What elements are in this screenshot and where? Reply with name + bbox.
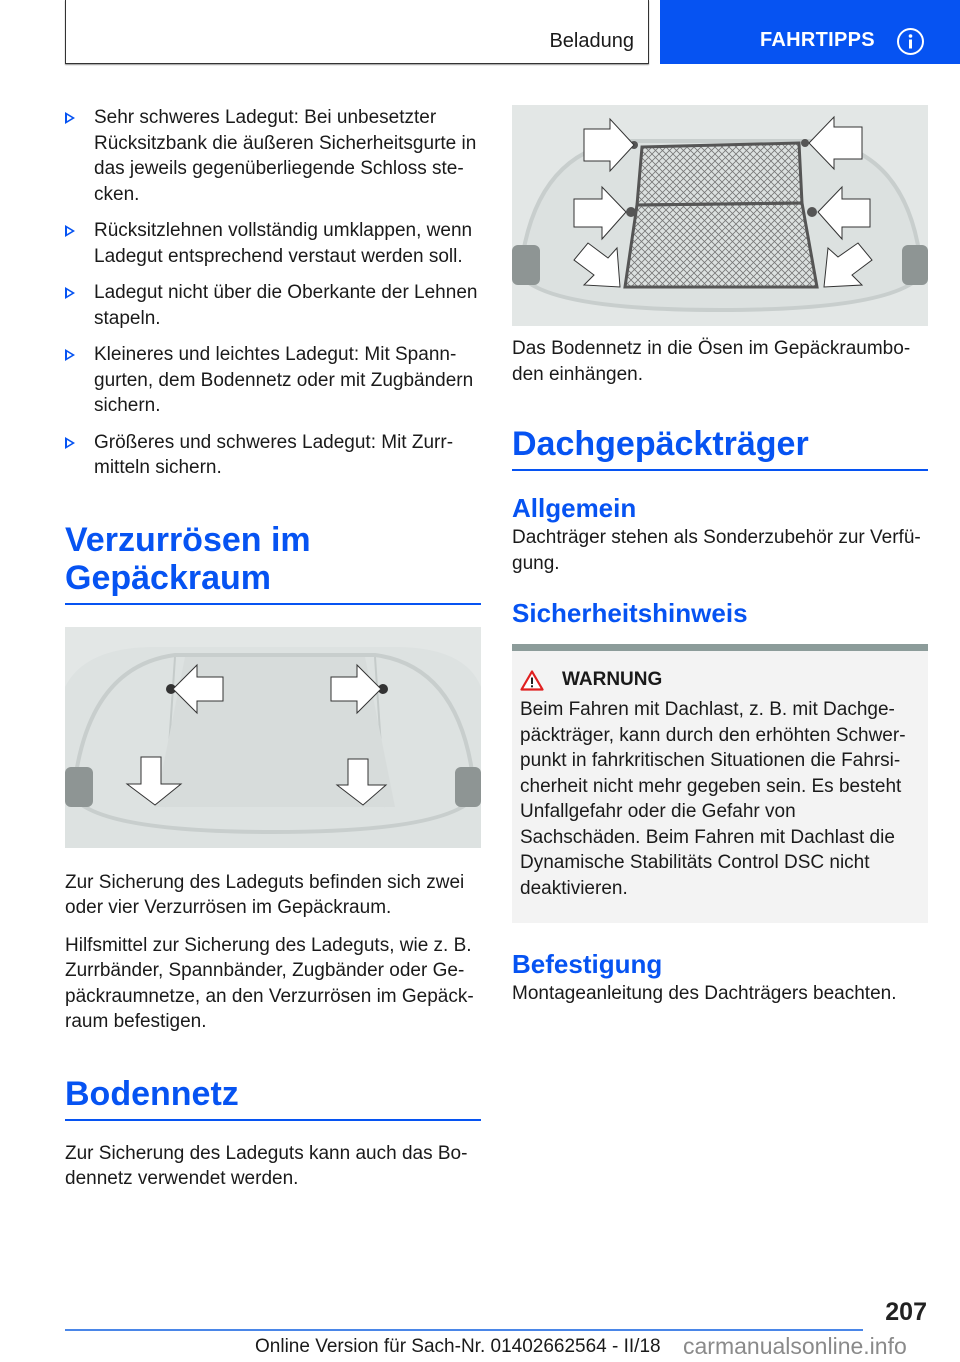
right-column <box>512 105 928 1007</box>
heading-befestigung: Befestigung <box>512 949 663 979</box>
list-item: Rücksitzlehnen vollständig umklappen, wenn Ladegut entsprechend verstaut werden soll. <box>65 218 481 269</box>
warning-box <box>512 651 928 923</box>
left-column <box>65 105 481 1192</box>
footer-divider <box>65 1329 863 1331</box>
paragraph: Montageanleitung des Dachträgers beachten. <box>512 983 897 1004</box>
warning-title: WARNUNG <box>520 669 920 691</box>
heading-sicherheitshinweis: Sicherheitshinweis <box>512 598 748 628</box>
triangle-bullet-icon <box>65 112 75 124</box>
paragraph: Hilfsmittel zur Sicherung des Ladeguts, wie z. B. Zurrbänder, Spannbänder, Zugbänder oder Gepäckraumnetze, an den Verzurrösen im Gepäckraum befestigen. <box>65 934 474 1032</box>
trunk-lashing-eyes-image <box>65 627 481 848</box>
paragraph: Dachträger stehen als Sonderzubehör zur Verfügung. <box>512 527 921 574</box>
heading-allgemein: Allgemein <box>512 493 637 523</box>
heading-dachgepacktraeger: Dachgepäckträger <box>512 425 928 471</box>
heading-bodennetz: Bodennetz <box>65 1075 481 1121</box>
triangle-bullet-icon <box>65 349 75 361</box>
paragraph: Zur Sicherung des Ladeguts kann auch das Bodennetz verwendet werden. <box>65 1142 468 1189</box>
list-item: Sehr schweres Ladegut: Bei unbesetzter Rücksitzbank die äußeren Sicherheitsgurte in das jeweils gegenüberliegende Schloss stecken. <box>65 105 481 207</box>
heading-verzurroesen: Verzurrösen im Gepäckraum <box>65 521 481 605</box>
floor-net-image <box>512 105 928 326</box>
chapter-title: FAHRTIPPS <box>760 29 875 51</box>
triangle-bullet-icon <box>65 225 75 237</box>
triangle-bullet-icon <box>65 287 75 299</box>
header-section-box <box>65 0 649 64</box>
warning-triangle-icon <box>520 670 544 691</box>
section-title: Beladung <box>549 30 634 52</box>
header-chapter-box <box>660 0 960 64</box>
image-caption: Das Bodennetz in die Ösen im Gepäckraumboden einhängen. <box>512 338 911 385</box>
list-item: Größeres und schweres Ladegut: Mit Zurrmitteln sichern. <box>65 430 481 481</box>
footer-version-text: Online Version für Sach-Nr. 01402662564 - II/18 <box>255 1336 661 1357</box>
warning-divider <box>512 644 928 651</box>
page-number: 207 <box>885 1298 927 1326</box>
paragraph: Zur Sicherung des Ladeguts befinden sich zwei oder vier Verzurrösen im Gepäckraum. <box>65 871 465 918</box>
bullet-list <box>65 105 481 481</box>
triangle-bullet-icon <box>65 437 75 449</box>
list-item: Kleineres und leichtes Ladegut: Mit Spanngurten, dem Bodennetz oder mit Zugbändern sichern. <box>65 342 481 419</box>
info-icon <box>897 28 924 55</box>
warning-text: Beim Fahren mit Dachlast, z. B. mit Dachgepäckträger, kann durch den erhöhten Schwerpunkt in fahrkritischen Situationen die Fahrsicherheit nicht mehr gegeben sein. Es besteht Unfallgefahr oder die Gefahr von Sachschäden. Beim Fahren mit Dachlast die Dynamische Stabilitäts Control DSC nicht deaktivieren. <box>520 699 906 899</box>
watermark: carmanualsonline.info <box>683 1333 907 1359</box>
list-item: Ladegut nicht über die Oberkante der Lehnen stapeln. <box>65 280 481 331</box>
